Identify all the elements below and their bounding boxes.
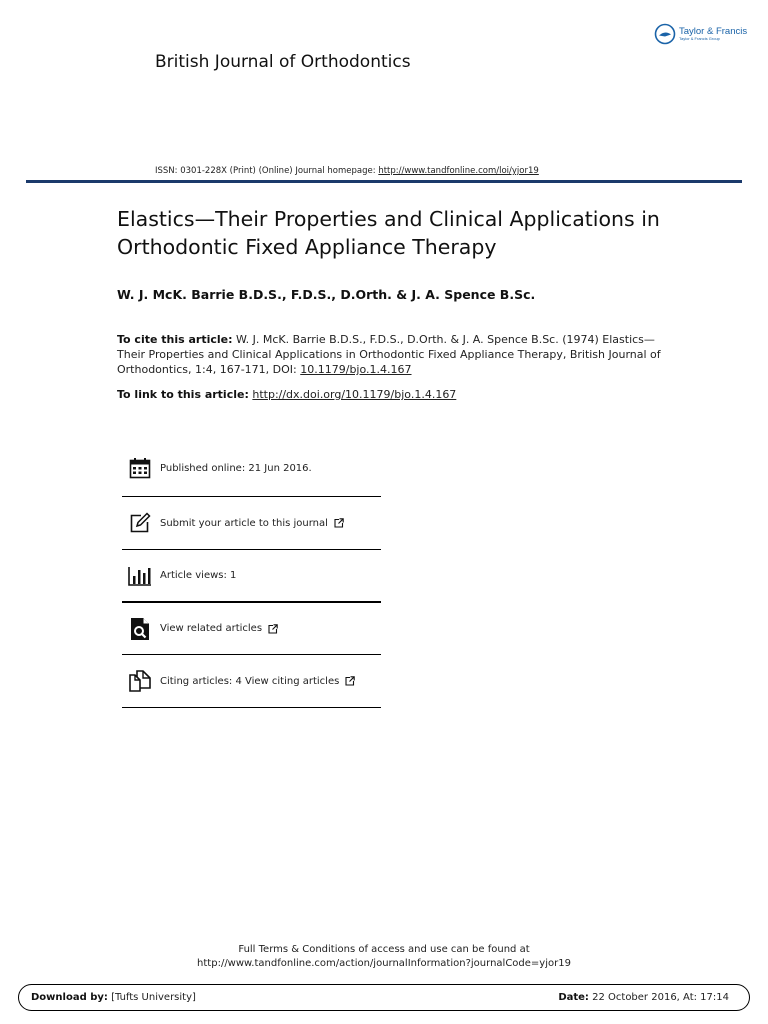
article-doi-link[interactable]: http://dx.doi.org/10.1179/bjo.1.4.167 bbox=[252, 388, 457, 401]
citation-doi-link[interactable]: 10.1179/bjo.1.4.167 bbox=[300, 363, 412, 376]
submit-article-label[interactable]: Submit your article to this journal bbox=[160, 517, 328, 529]
header-divider bbox=[26, 180, 742, 183]
related-articles-item[interactable] bbox=[122, 603, 381, 655]
download-date bbox=[558, 992, 729, 1003]
article-title: Elastics—Their Properties and Clinical Applications in Orthodontic Fixed Appliance Therapy bbox=[117, 207, 660, 259]
citing-articles-item[interactable] bbox=[122, 655, 381, 708]
submit-article-item[interactable] bbox=[122, 497, 381, 550]
published-online-label: Published online: 21 Jun 2016. bbox=[160, 462, 312, 474]
taylor-francis-logo-icon bbox=[654, 23, 676, 45]
download-info-bar bbox=[18, 984, 750, 1011]
article-views-item bbox=[122, 550, 381, 603]
article-link-block bbox=[117, 388, 456, 401]
article-link-label: To link to this article: bbox=[117, 388, 249, 401]
download-by bbox=[31, 992, 196, 1003]
citation-label: To cite this article: bbox=[117, 333, 233, 346]
publisher-name: Taylor & Francis bbox=[679, 25, 748, 37]
journal-title: British Journal of Orthodontics bbox=[155, 52, 411, 72]
journal-homepage-link[interactable]: http://www.tandfonline.com/loi/yjor19 bbox=[378, 166, 539, 176]
issn-label: ISSN: bbox=[155, 166, 178, 176]
citation-block bbox=[117, 332, 677, 377]
external-link-icon bbox=[345, 676, 355, 686]
terms-line-1: Full Terms & Conditions of access and use can be found at bbox=[238, 944, 530, 955]
external-link-icon bbox=[334, 518, 344, 528]
citation-text: W. J. McK. Barrie B.D.S., F.D.S., D.Orth. & J. A. Spence B.Sc. (1974) Elastics—Their Properties and Clinical Applications in Orthodontic Fixed Appliance Therapy, British Journal of Orthodontics, 1:4, 167-171, DOI: bbox=[117, 333, 661, 376]
download-date-label: Date: bbox=[558, 992, 589, 1003]
related-articles-label[interactable]: View related articles bbox=[160, 623, 263, 634]
issn-line bbox=[155, 166, 539, 176]
download-by-label: Download by: bbox=[31, 992, 108, 1003]
article-info-list bbox=[122, 440, 381, 708]
download-by-value: [Tufts University] bbox=[111, 992, 196, 1003]
bar-chart-icon bbox=[127, 563, 153, 589]
search-document-icon bbox=[127, 616, 153, 642]
published-online-item bbox=[122, 440, 381, 497]
article-views-label: Article views: 1 bbox=[160, 570, 237, 581]
download-date-value: 22 October 2016, At: 17:14 bbox=[592, 992, 729, 1003]
external-link-icon bbox=[268, 624, 278, 634]
article-authors: W. J. McK. Barrie B.D.S., F.D.S., D.Orth. & J. A. Spence B.Sc. bbox=[117, 287, 536, 302]
terms-notice bbox=[0, 943, 768, 971]
edit-icon bbox=[127, 510, 153, 536]
issn-text: 0301-228X (Print) (Online) Journal homepage: bbox=[180, 166, 376, 176]
publisher-group: Taylor & Francis Group bbox=[679, 36, 720, 42]
citing-articles-label[interactable]: Citing articles: 4 View citing articles bbox=[160, 675, 340, 687]
terms-url[interactable]: http://www.tandfonline.com/action/journalInformation?journalCode=yjor19 bbox=[197, 958, 571, 969]
publisher-logo[interactable] bbox=[654, 22, 747, 46]
copy-documents-icon bbox=[127, 668, 153, 694]
calendar-icon bbox=[127, 455, 153, 481]
